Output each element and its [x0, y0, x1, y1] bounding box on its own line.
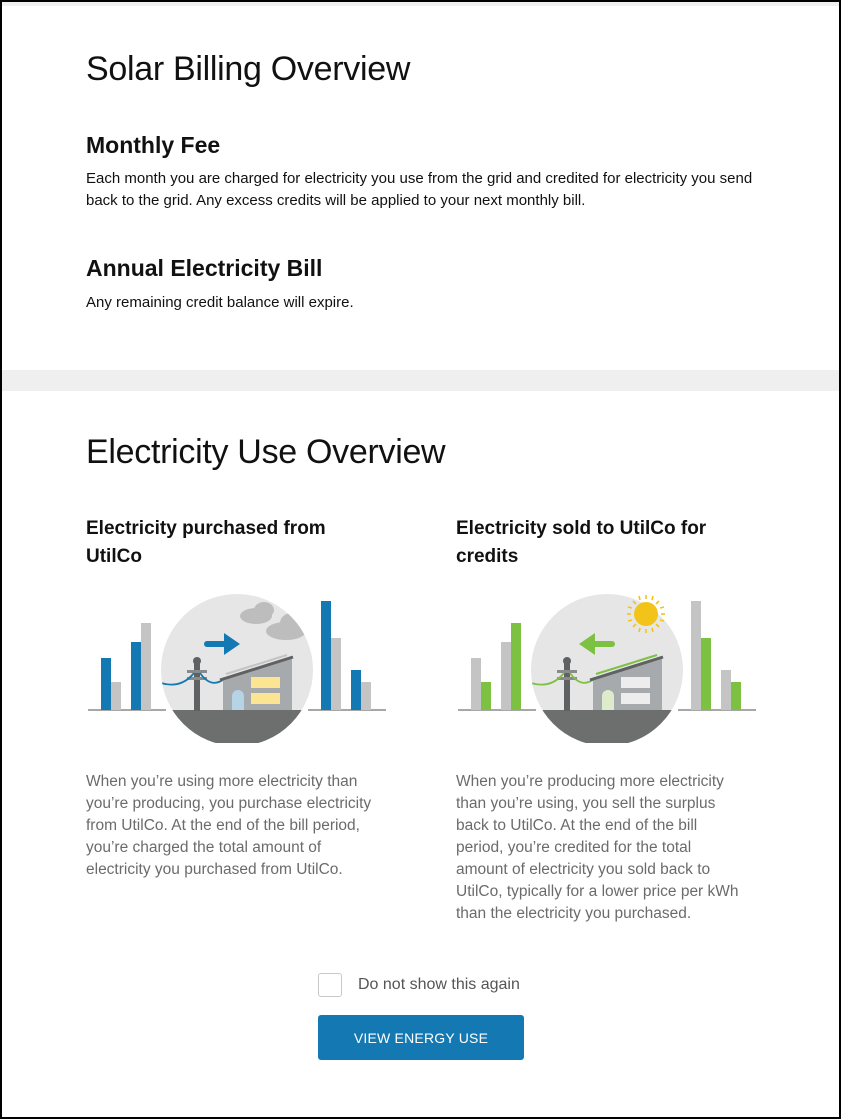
text-line: you’re producing, you purchase electricity: [86, 795, 372, 812]
monthly-fee-heading: Monthly Fee: [86, 132, 221, 158]
text-line: When you’re producing more electricity: [456, 773, 724, 790]
text-line: period, you’re credited for the total: [456, 839, 692, 856]
section-divider: [2, 370, 839, 391]
page: [2, 2, 839, 1117]
purchased-heading-line2: UtilCo: [86, 546, 142, 567]
sold-description: [456, 771, 766, 925]
text-line: than the electricity you purchased.: [456, 905, 692, 922]
text-line: When you’re using more electricity than: [86, 773, 358, 790]
do-not-show-again-label[interactable]: Do not show this again: [358, 976, 520, 993]
usage-title: Electricity Use Overview: [86, 433, 446, 471]
grid-to-house-icon: [86, 593, 388, 743]
sold-heading-line2: credits: [456, 546, 519, 567]
text-line: amount of electricity you sold back to: [456, 861, 711, 878]
annual-bill-text: Any remaining credit balance will expire.: [86, 294, 354, 311]
view-energy-use-button[interactable]: VIEW ENERGY USE: [318, 1015, 524, 1060]
page-title: Solar Billing Overview: [86, 50, 411, 88]
purchased-heading-line1: Electricity purchased from: [86, 518, 326, 539]
house-to-grid-icon: [456, 593, 758, 743]
sold-heading: [456, 515, 756, 571]
electricity-use-section: [2, 391, 839, 1117]
text-line: than you’re using, you sell the surplus: [456, 795, 716, 812]
annual-bill-heading: Annual Electricity Bill: [86, 255, 323, 281]
do-not-show-again-row[interactable]: [318, 973, 520, 997]
purchased-description: [86, 771, 396, 881]
purchased-heading: [86, 515, 386, 571]
text-line: you’re charged the total amount of: [86, 839, 322, 856]
text-line: back to UtilCo. At the end of the bill: [456, 817, 698, 834]
text-line: electricity you purchased from UtilCo.: [86, 861, 343, 878]
text-line: UtilCo, typically for a lower price per kWh: [456, 883, 739, 900]
monthly-fee-text: Each month you are charged for electricity you use from the grid and credited for electricity you send back to the grid. Any excess credits will be applied to your next monthly bill.: [86, 170, 753, 209]
text-line: from UtilCo. At the end of the bill period,: [86, 817, 360, 834]
do-not-show-again-checkbox[interactable]: [318, 973, 342, 997]
solar-billing-section: [2, 6, 839, 370]
sold-heading-line1: Electricity sold to UtilCo for: [456, 518, 707, 539]
